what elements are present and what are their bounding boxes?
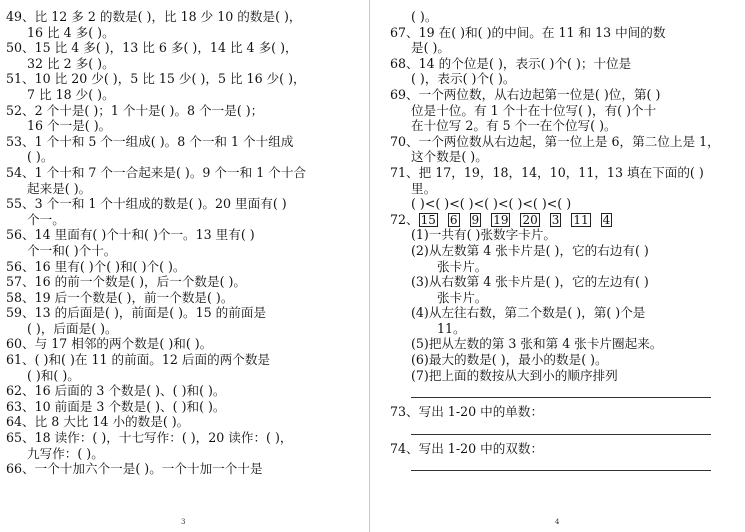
sub-question: (5)把从左数的第 3 张和第 4 张卡片圈起来。 xyxy=(411,336,663,352)
question-line: 58、19 后一个数是( )，前一个数是( )。 xyxy=(6,289,234,305)
question-line: 65、18 读作：( )，十七写作：( )，20 读作：( )， xyxy=(6,430,293,446)
question-line: 67、19 在( )和( )的中间。在 11 和 13 中间的数 xyxy=(390,24,666,40)
sub-question: (1)一共有( )张数字卡片。 xyxy=(411,227,557,243)
number-card: 6 xyxy=(449,212,458,227)
spacer xyxy=(390,383,730,395)
page-number: 4 xyxy=(555,518,560,526)
question-line: 61、( )和( )在 11 的前面。12 后面的两个数是 xyxy=(6,352,271,368)
ordering-blanks: ( )<( )<( )<( )<( )<( )<( ) xyxy=(411,196,572,212)
question-line: 里。 xyxy=(411,180,437,196)
question-line: 32 比 2 多( )。 xyxy=(27,55,115,71)
question-line: 74、写出 1-20 中的双数： xyxy=(390,440,544,456)
answer-line xyxy=(411,397,711,398)
question-line: 54、1 个十和 7 个一合起来是( )。9 个一和 1 个十合 xyxy=(6,164,307,180)
number-cards xyxy=(390,212,730,228)
number-card: 15 xyxy=(420,212,436,227)
question-line: 68、14 的个位是( )，表示( )个( )；十位是 xyxy=(390,55,632,71)
question-line: 66、一个十加六个一是( )。一个十加一个十是 xyxy=(6,461,263,477)
answer-line xyxy=(411,470,711,471)
number-card: 3 xyxy=(551,212,560,227)
question-line: 73、写出 1-20 中的单数： xyxy=(390,404,544,420)
question-line: 64、比 8 大比 14 小的数是( )。 xyxy=(6,414,190,430)
question-line: 16 个一是( )。 xyxy=(27,118,112,134)
question-line: 59、13 的后面是( )，前面是( )。15 的前面是 xyxy=(6,305,267,321)
question-line: 52、2 个十是( )；1 个十是( )。8 个一是( )； xyxy=(6,102,264,118)
sub-question: (4)从左往右数，第二个数是( )，第( )个是 xyxy=(411,305,646,321)
number-card: 4 xyxy=(602,212,611,227)
question-line: ( )，后面是( )。 xyxy=(27,320,118,336)
left-questions xyxy=(6,9,342,477)
spacer xyxy=(390,456,730,468)
question-line: 是( )。 xyxy=(411,40,451,56)
question-number: 72、 xyxy=(390,211,419,227)
question-line: 69、一个两位数，从右边起第一位是( )位，第( ) xyxy=(390,86,661,102)
question-line: ( )和( )。 xyxy=(27,367,80,383)
question-line: 56、16 里有( )个( )和( )个( )。 xyxy=(6,258,186,274)
sub-question: (7)把上面的数按从大到小的顺序排列 xyxy=(411,367,618,383)
question-line: 53、1 个十和 5 个一组成( )。8 个一和 1 个十组成 xyxy=(6,133,294,149)
question-line: 49、比 12 多 2 的数是( )，比 18 少 10 的数是( )， xyxy=(6,9,302,24)
number-card: 9 xyxy=(471,212,480,227)
question-line: 位是十位。有 1 个十在十位写( )，有( )个十 xyxy=(411,102,657,118)
question-line: 71、把 17，19，18，14，10，11，13 填在下面的( ) xyxy=(390,164,704,180)
sub-question: 张卡片。 xyxy=(437,289,488,305)
question-line: 个一和( )个十。 xyxy=(27,242,117,258)
right-page xyxy=(372,0,745,532)
question-line: 62、16 后面的 3 个数是( )、( )和( )。 xyxy=(6,383,226,399)
sub-question: 11。 xyxy=(437,320,466,336)
question-line: 7 比 18 少( )。 xyxy=(27,86,115,102)
page-number: 3 xyxy=(181,518,186,526)
question-line: ( )。 xyxy=(27,149,54,165)
page-divider xyxy=(369,0,370,532)
question-line: 50、15 比 4 多( )，13 比 6 多( )，14 比 4 多( )， xyxy=(6,40,298,56)
spacer xyxy=(390,420,730,432)
number-card: 20 xyxy=(522,212,538,227)
question-line: 56、14 里面有( )个十和( )个一。13 里有( ) xyxy=(6,227,255,243)
question-line: 16 比 4 多( )。 xyxy=(27,24,115,40)
question-line: 这个数是( )。 xyxy=(411,149,488,165)
number-card: 11 xyxy=(573,212,589,227)
question-line: ( )。 xyxy=(411,9,438,24)
question-line: 57、16 的前一个数是( )，后一个数是( )。 xyxy=(6,274,247,290)
question-line: 63、10 前面是 3 个数是( )、( )和( )。 xyxy=(6,398,226,414)
question-line: ( )，表示( )个( )。 xyxy=(411,71,516,87)
question-line: 70、一个两位数从右边起，第一位上是 6，第二位上是 1， xyxy=(390,133,720,149)
sub-question: 张卡片。 xyxy=(437,258,488,274)
question-line: 51、10 比 20 少( )，5 比 15 少( )，5 比 16 少( )， xyxy=(6,71,306,87)
sub-question: (3)从右数第 4 张卡片是( )，它的左边有( ) xyxy=(411,274,649,290)
answer-line xyxy=(411,434,711,435)
left-page xyxy=(0,0,368,532)
question-line: 在十位写 2。有 5 个一在个位写( )。 xyxy=(411,118,617,134)
sub-question: (6)最大的数是( )，最小的数是( )。 xyxy=(411,352,608,368)
question-line: 个一。 xyxy=(27,211,65,227)
sub-question: (2)从左数第 4 张卡片是( )，它的右边有( ) xyxy=(411,242,649,258)
question-line: 55、3 个一和 1 个十组成的数是( )。20 里面有( ) xyxy=(6,196,287,212)
right-questions xyxy=(390,9,730,473)
question-line: 起来是( )。 xyxy=(27,180,92,196)
question-line: 60、与 17 相邻的两个数是( )和( )。 xyxy=(6,336,213,352)
number-card: 19 xyxy=(493,212,509,227)
question-line: 九写作：( )。 xyxy=(27,445,104,461)
